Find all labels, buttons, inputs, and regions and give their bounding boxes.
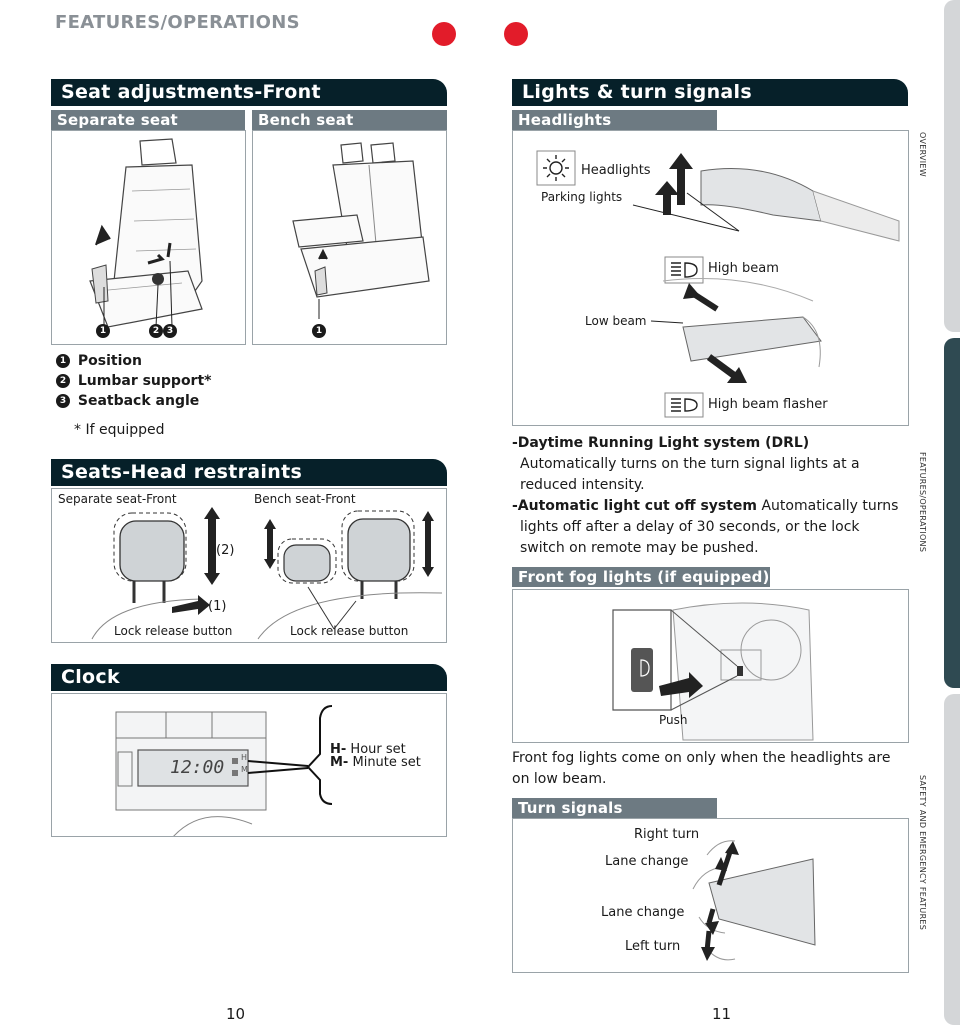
clock-display: 12:00 xyxy=(170,757,225,778)
lock-release-label-left: Lock release button xyxy=(114,624,233,638)
step-2-label: (2) xyxy=(216,543,235,558)
turn-signals-figure xyxy=(512,818,909,973)
subheader-bench-seat: Bench seat xyxy=(252,110,447,130)
section-lights: Lights & turn signals xyxy=(512,79,908,106)
legend-item-seatback: 3 Seatback angle xyxy=(56,393,199,409)
lock-release-label-right: Lock release button xyxy=(290,624,409,638)
label-high-beam-flasher: High beam flasher xyxy=(708,397,828,412)
callout-3: 3 xyxy=(163,320,177,339)
red-dot-icon xyxy=(504,22,528,46)
sidebar-label-features: FEATURES/OPERATIONS xyxy=(918,452,927,553)
fog-paragraph: Front fog lights come on only when the headlights are on low beam. xyxy=(512,750,891,787)
label-low-beam: Low beam xyxy=(585,314,647,328)
head-restraints-figure xyxy=(51,488,447,643)
label-right-turn: Right turn xyxy=(634,827,700,842)
step-1-label: (1) xyxy=(208,599,227,614)
red-dot-icon xyxy=(432,22,456,46)
clock-figure xyxy=(51,693,447,837)
bench-seat-figure xyxy=(252,130,447,345)
section-clock: Clock xyxy=(51,664,447,691)
legend-item-lumbar: 2 Lumbar support* xyxy=(56,373,211,389)
callout-1: 1 xyxy=(96,320,110,339)
sidebar-label-safety: SAFETY AND EMERGENCY FEATURES xyxy=(918,775,927,931)
label-bench-front: Bench seat-Front xyxy=(254,492,356,506)
tab-overview[interactable] xyxy=(944,0,960,332)
separate-seat-figure xyxy=(51,130,246,345)
page-header: FEATURES/OPERATIONS xyxy=(55,12,300,33)
fog-lights-illustration xyxy=(513,590,909,743)
subheader-fog-lights: Front fog lights (if equipped) xyxy=(512,567,770,587)
fog-lights-figure xyxy=(512,589,909,743)
headlights-figure xyxy=(512,130,909,426)
legend-item-position: 1 Position xyxy=(56,353,142,369)
section-seat-adjustments: Seat adjustments-Front xyxy=(51,79,447,106)
subheader-turn-signals: Turn signals xyxy=(512,798,717,818)
subheader-headlights: Headlights xyxy=(512,110,717,130)
separate-seat-illustration xyxy=(52,131,246,345)
head-restraints-illustration xyxy=(52,489,447,643)
hour-set-label: H- Hour set xyxy=(330,742,406,757)
callout-1-bench: 1 xyxy=(312,320,326,339)
turn-signals-illustration xyxy=(513,819,909,973)
label-headlights: Headlights xyxy=(581,163,651,178)
minute-set-label: M- Minute set xyxy=(330,755,421,770)
tab-safety-emergency[interactable] xyxy=(944,694,960,1025)
section-head-restraints: Seats-Head restraints xyxy=(51,459,447,486)
subheader-separate-seat: Separate seat xyxy=(51,110,245,130)
callout-2: 2 xyxy=(149,320,163,339)
label-parking-lights: Parking lights xyxy=(541,190,623,204)
tab-features-operations[interactable] xyxy=(944,338,960,688)
drl-paragraph: -Daytime Running Light system (DRL) Automatically turns on the turn signal lights at a reduced intensity. -Automatic light cut off system Automatically turns lights off after a delay of 30 seconds, or the lock switch on remote may be pushed. xyxy=(512,435,899,556)
page-number-left: 10 xyxy=(226,1005,246,1023)
label-lane-change-up: Lane change xyxy=(605,854,689,869)
label-high-beam: High beam xyxy=(708,261,779,276)
push-label: Push xyxy=(659,713,688,727)
label-separate-front: Separate seat-Front xyxy=(58,492,177,506)
headlights-illustration xyxy=(513,131,909,426)
page-number-right: 11 xyxy=(712,1005,732,1023)
label-left-turn: Left turn xyxy=(625,939,681,954)
clock-m-button[interactable]: M xyxy=(241,765,248,774)
clock-h-button[interactable]: H xyxy=(241,753,248,762)
sidebar-label-overview: OVERVIEW xyxy=(918,132,927,178)
footnote: * If equipped xyxy=(74,422,165,438)
bench-seat-illustration xyxy=(253,131,447,345)
label-lane-change-down: Lane change xyxy=(601,905,685,920)
